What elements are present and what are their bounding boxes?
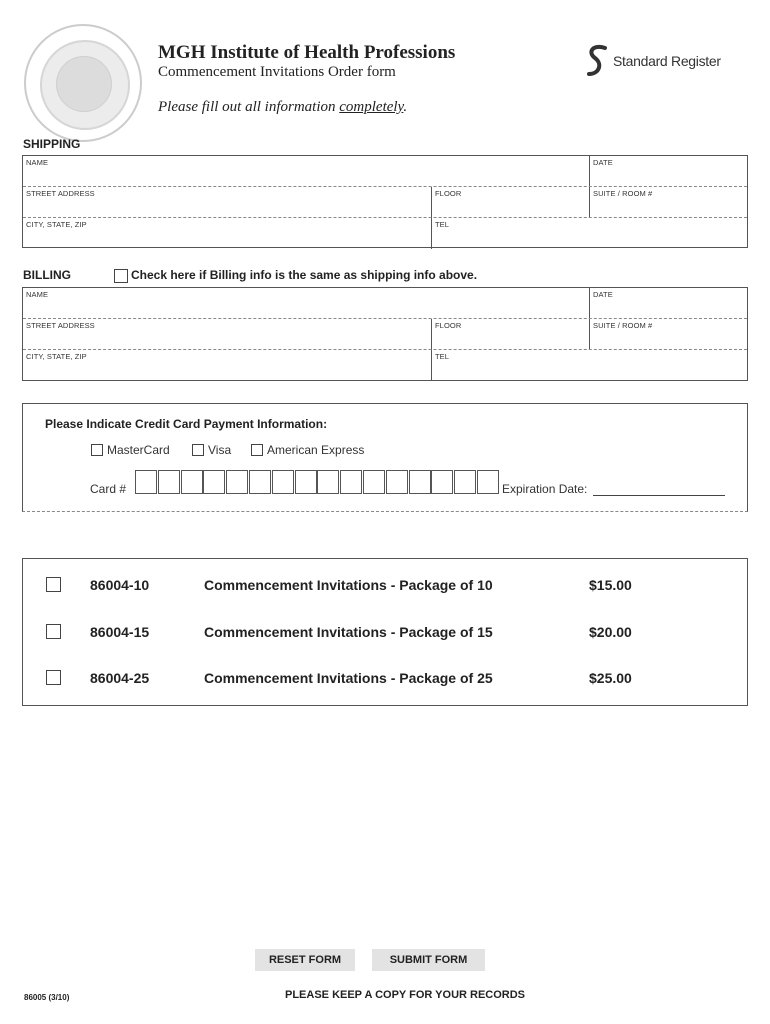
shipping-tel-field[interactable] bbox=[431, 218, 747, 249]
order-item bbox=[23, 668, 747, 690]
billing-same-checkbox[interactable] bbox=[114, 269, 128, 283]
mastercard-label: MasterCard bbox=[107, 443, 170, 457]
billing-city-label: CITY, STATE, ZIP bbox=[26, 352, 87, 361]
order-item-description: Commencement Invitations - Package of 25 bbox=[204, 670, 493, 686]
expiration-date-field[interactable] bbox=[593, 495, 725, 496]
shipping-row-street bbox=[23, 186, 747, 218]
form-instruction bbox=[158, 99, 407, 116]
billing-row-city bbox=[23, 349, 747, 381]
shipping-floor-label: FLOOR bbox=[435, 189, 462, 198]
card-digit-box[interactable] bbox=[249, 470, 271, 494]
card-digit-box[interactable] bbox=[409, 470, 431, 494]
card-digit-box[interactable] bbox=[477, 470, 499, 494]
billing-street-label: STREET ADDRESS bbox=[26, 321, 95, 330]
billing-row-street bbox=[23, 318, 747, 350]
billing-tel-field[interactable] bbox=[431, 350, 747, 381]
card-digit-box[interactable] bbox=[181, 470, 203, 494]
card-digit-box[interactable] bbox=[317, 470, 339, 494]
card-digit-box[interactable] bbox=[340, 470, 362, 494]
card-digit-box[interactable] bbox=[386, 470, 408, 494]
reset-form-button[interactable]: RESET FORM bbox=[255, 949, 355, 971]
card-number-label: Card # bbox=[90, 482, 127, 496]
billing-tel-label: TEL bbox=[435, 352, 450, 361]
shipping-street-label: STREET ADDRESS bbox=[26, 189, 95, 198]
shipping-heading: SHIPPING bbox=[23, 137, 81, 151]
card-digit-box[interactable] bbox=[454, 470, 476, 494]
visa-checkbox[interactable] bbox=[192, 444, 204, 456]
order-item-price: $15.00 bbox=[589, 577, 632, 593]
shipping-block bbox=[22, 155, 748, 248]
card-digit-box[interactable] bbox=[226, 470, 248, 494]
form-subtitle: Commencement Invitations Order form bbox=[158, 64, 396, 80]
instruction-suffix: . bbox=[403, 99, 408, 115]
billing-block bbox=[22, 287, 748, 381]
institution-seal-icon bbox=[24, 24, 142, 142]
visa-label: Visa bbox=[208, 443, 232, 457]
standard-register-logo-icon bbox=[585, 44, 609, 78]
card-digit-box[interactable] bbox=[203, 470, 225, 494]
billing-floor-label: FLOOR bbox=[435, 321, 462, 330]
order-item bbox=[23, 622, 747, 644]
mastercard-checkbox[interactable] bbox=[91, 444, 103, 456]
expiration-label: Expiration Date: bbox=[502, 482, 588, 496]
order-item bbox=[23, 575, 747, 597]
submit-form-button[interactable]: SUBMIT FORM bbox=[372, 949, 485, 971]
billing-row-name bbox=[23, 288, 747, 319]
billing-name-label: NAME bbox=[26, 290, 49, 299]
records-note: PLEASE KEEP A COPY FOR YOUR RECORDS bbox=[285, 989, 526, 1001]
billing-suite-label: SUITE / ROOM # bbox=[593, 321, 653, 330]
amex-option[interactable] bbox=[251, 443, 364, 457]
billing-floor-field[interactable] bbox=[431, 319, 590, 350]
card-number-input[interactable] bbox=[135, 470, 500, 494]
shipping-suite-label: SUITE / ROOM # bbox=[593, 189, 653, 198]
order-item-price: $25.00 bbox=[589, 670, 632, 686]
form-title: MGH Institute of Health Professions bbox=[158, 42, 456, 63]
instruction-emphasis: completely bbox=[339, 99, 404, 115]
standard-register-logo bbox=[585, 44, 721, 78]
order-item-checkbox[interactable] bbox=[46, 577, 61, 592]
shipping-date-field[interactable] bbox=[589, 156, 747, 187]
card-digit-box[interactable] bbox=[295, 470, 317, 494]
logo-text: Standard Register bbox=[613, 53, 721, 69]
shipping-name-label: NAME bbox=[26, 158, 49, 167]
order-item-code: 86004-25 bbox=[90, 670, 150, 686]
visa-option[interactable] bbox=[192, 443, 231, 457]
order-item-checkbox[interactable] bbox=[46, 624, 61, 639]
shipping-date-label: DATE bbox=[593, 158, 613, 167]
card-digit-box[interactable] bbox=[363, 470, 385, 494]
order-item-code: 86004-15 bbox=[90, 624, 150, 640]
billing-same-label: Check here if Billing info is the same as shipping info above. bbox=[131, 268, 478, 282]
shipping-row-name bbox=[23, 156, 747, 187]
card-digit-box[interactable] bbox=[272, 470, 294, 494]
instruction-prefix: Please fill out all information bbox=[158, 99, 340, 115]
shipping-city-label: CITY, STATE, ZIP bbox=[26, 220, 87, 229]
billing-heading: BILLING bbox=[23, 268, 71, 282]
mastercard-option[interactable] bbox=[91, 443, 170, 457]
order-item-description: Commencement Invitations - Package of 10 bbox=[204, 577, 493, 593]
order-item-description: Commencement Invitations - Package of 15 bbox=[204, 624, 493, 640]
amex-label: American Express bbox=[267, 443, 365, 457]
card-digit-box[interactable] bbox=[158, 470, 180, 494]
order-item-code: 86004-10 bbox=[90, 577, 150, 593]
billing-suite-field[interactable] bbox=[589, 319, 747, 350]
order-items-block bbox=[22, 558, 748, 706]
shipping-floor-field[interactable] bbox=[431, 187, 590, 218]
shipping-row-city bbox=[23, 217, 747, 249]
shipping-suite-field[interactable] bbox=[589, 187, 747, 218]
billing-date-label: DATE bbox=[593, 290, 613, 299]
shipping-tel-label: TEL bbox=[435, 220, 450, 229]
billing-date-field[interactable] bbox=[589, 288, 747, 319]
order-item-checkbox[interactable] bbox=[46, 670, 61, 685]
form-code: 86005 (3/10) bbox=[24, 993, 70, 1002]
payment-heading: Please Indicate Credit Card Payment Information: bbox=[45, 417, 328, 431]
card-digit-box[interactable] bbox=[135, 470, 157, 494]
billing-same-option[interactable] bbox=[114, 268, 477, 283]
order-item-price: $20.00 bbox=[589, 624, 632, 640]
amex-checkbox[interactable] bbox=[251, 444, 263, 456]
card-digit-box[interactable] bbox=[431, 470, 453, 494]
